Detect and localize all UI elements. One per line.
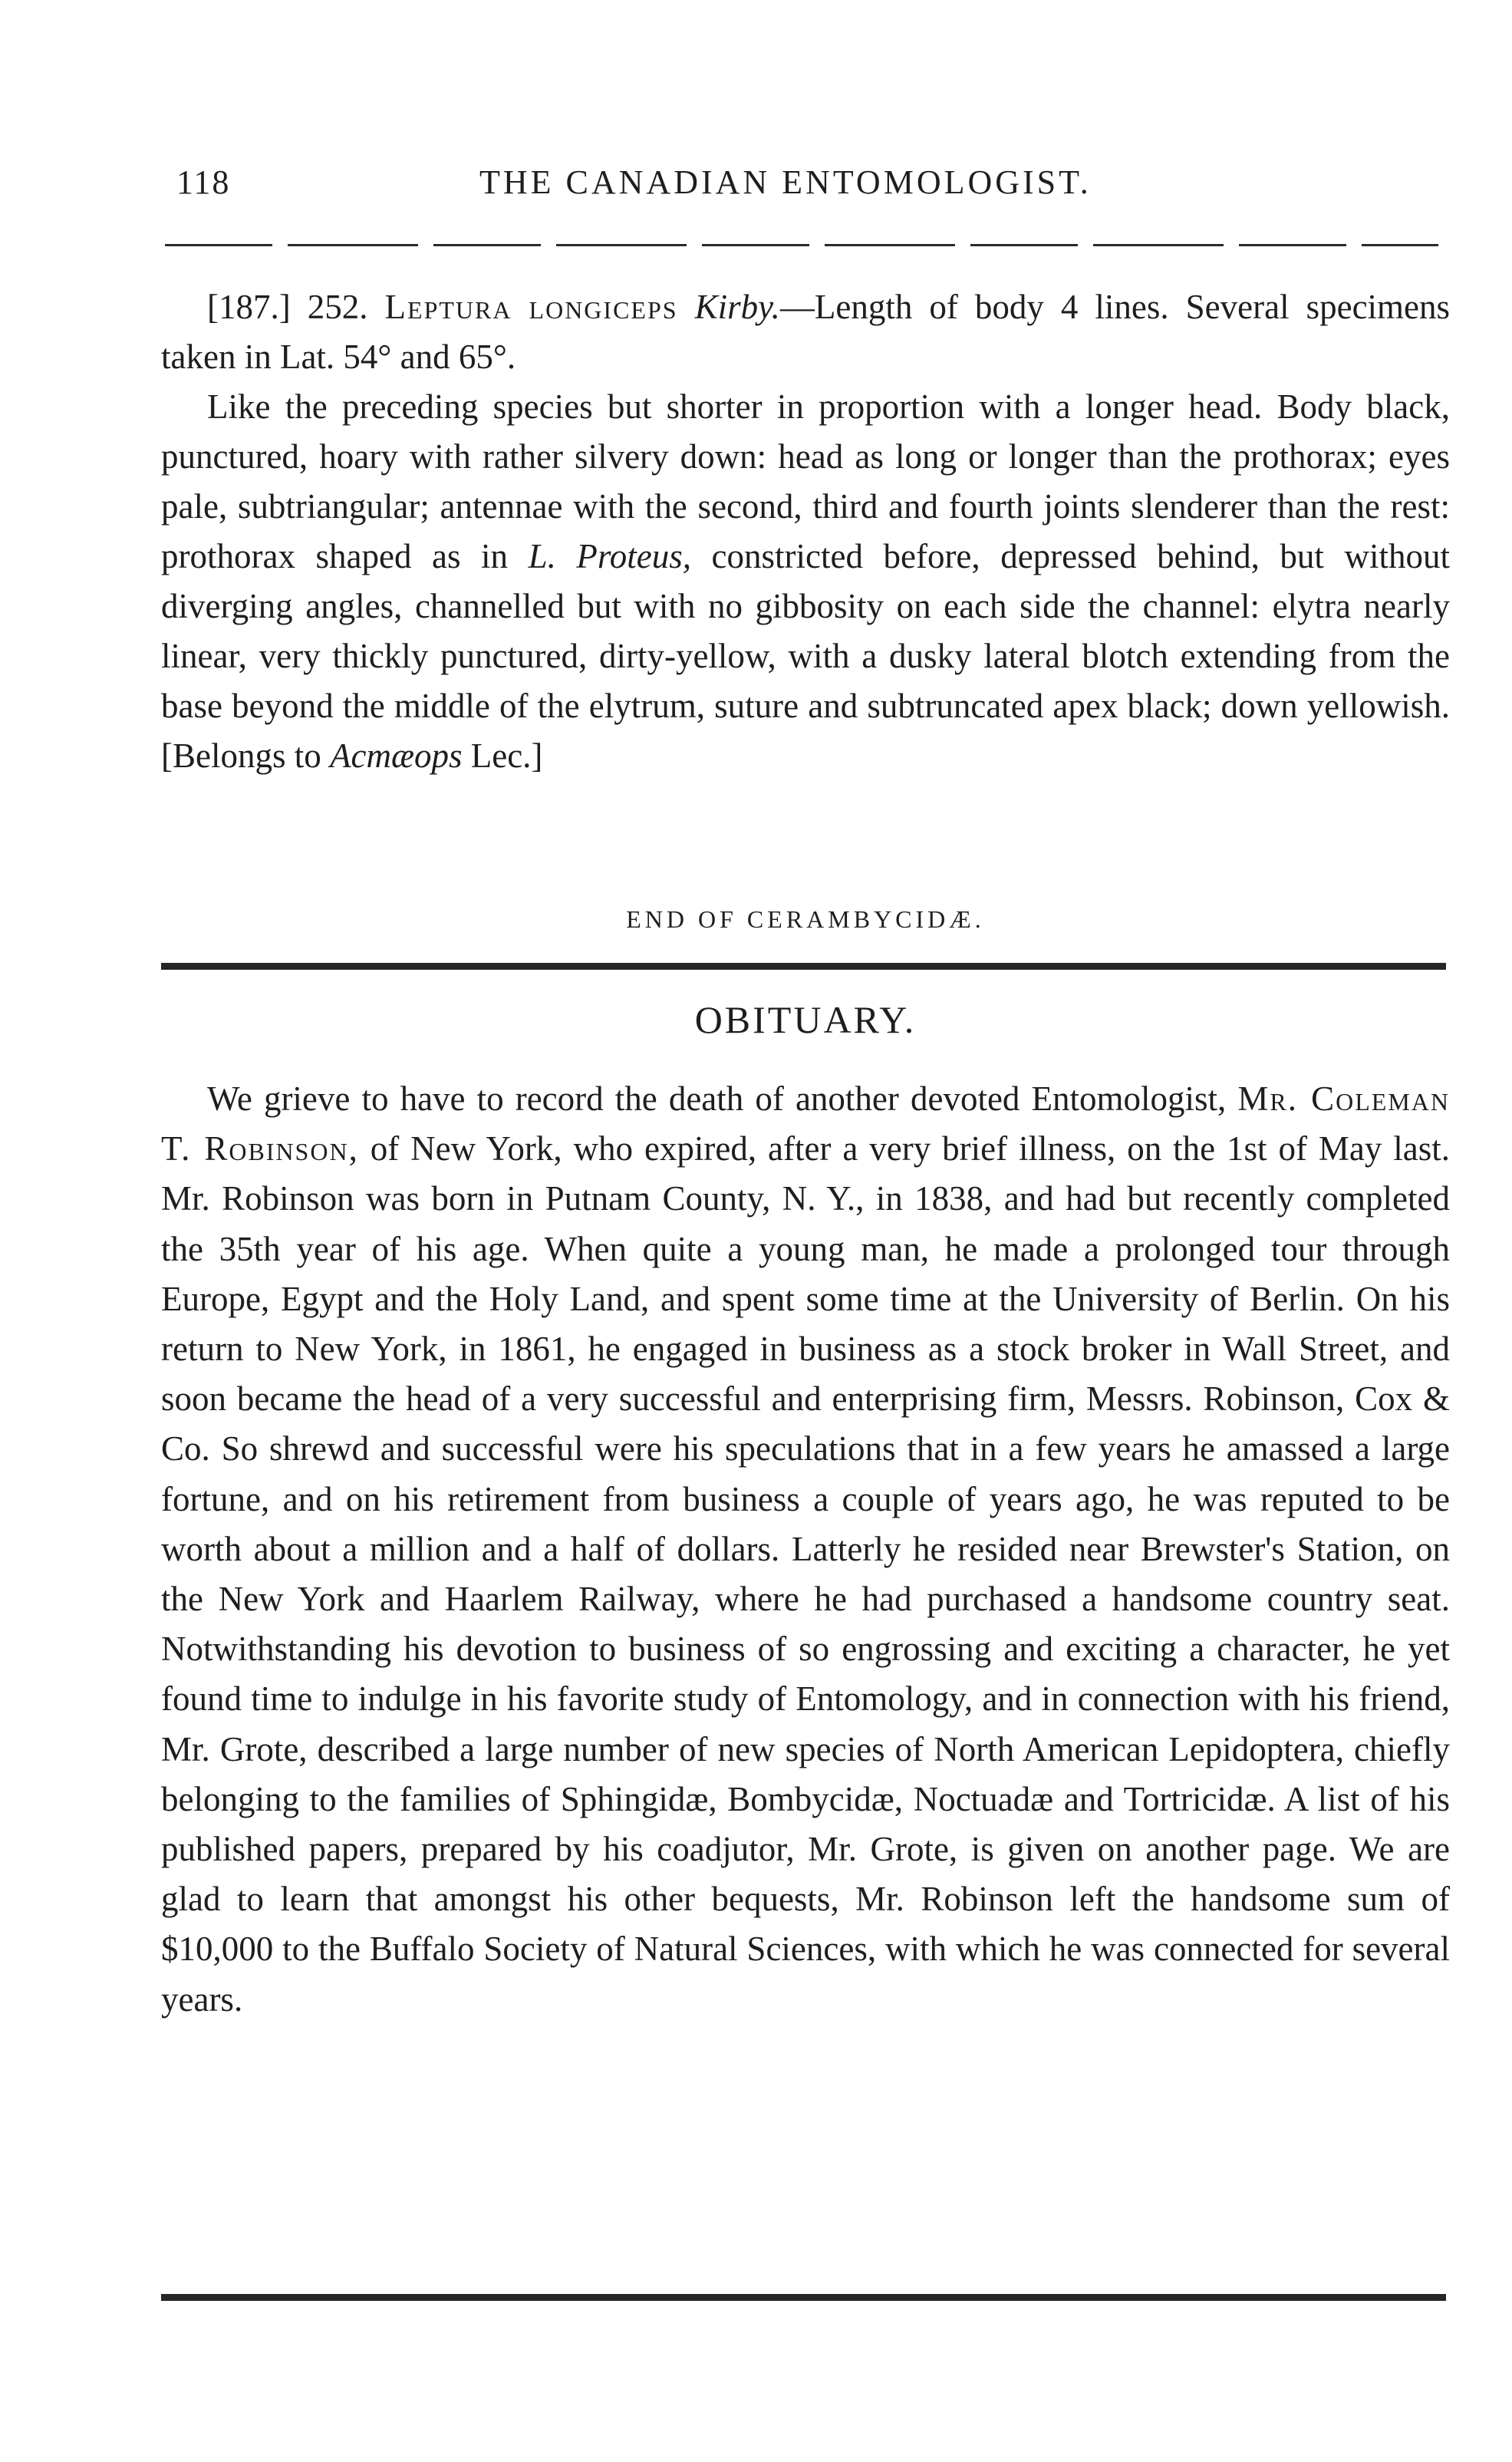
- end-of-section-label: END OF CERAMBYCIDÆ.: [626, 905, 985, 933]
- obituary-article: [161, 1074, 1450, 2025]
- section-divider-rule: [161, 963, 1446, 970]
- obituary-paragraph: [161, 1074, 1450, 2025]
- obituary-heading: OBITUARY.: [694, 998, 917, 1041]
- obituary-body-text: of New York, who expired, after a very brief illness, on the 1st of May last. Mr. Robinson was born in Putnam County, N. Y., in 1838, and had but recently completed the 35th year of his age. When quite a young man, he made a prolonged tour through Europe, Egypt and the Holy Land, and spent some time at the University of Berlin. On his return to New York, in 1861, he engaged in business as a stock broker in Wall Street, and soon became the head of a very successful and enterprising firm, Messrs. Robinson, Cox & Co. So shrewd and successful were his speculations that in a few years he amassed a large fortune, and on his retirement from business a couple of years ago, he was reputed to be worth about a million and a half of dollars. Latterly he resided near Brewster's Station, on the New York and Haarlem Railway, where he had purchased a handsome country seat. Notwithstanding his devotion to business of so engrossing and exciting a character, he yet found time to indulge in his favorite study of Entomology, and in connection with his friend, Mr. Grote, described a large number of new species of North American Lepidoptera, chiefly belonging to the families of Sphingidæ, Bombycidæ, Noctuadæ and Tortricidæ. A list of his published papers, prepared by his coadjutor, Mr. Grote, is given on another page. We are glad to learn that amongst his other bequests, Mr. Robinson left the handsome sum of $10,000 to the Buffalo Society of Natural Sciences, with which he was connected for several years.: [161, 1129, 1450, 2019]
- entry-compare-species: L. Proteus,: [528, 537, 691, 575]
- running-head: [157, 163, 1454, 209]
- entry-belongs-genus: Acmæops: [330, 737, 463, 775]
- species-entry: [161, 282, 1450, 781]
- entry-description-rest: constricted before, depressed behind, but without diverging angles, channelled but with no gibbosity on each side the channel: elytra nearly linear, very thickly punctured, dirty-yellow, with a dusky lateral blotch extending from the base beyond the middle of the elytrum, suture and subtruncated apex black; down yellowish. [Belongs to: [161, 537, 1450, 775]
- entry-species: longiceps: [529, 288, 678, 326]
- entry-head-rest: —Length of body 4 lines. Several specimens taken in Lat. 54° and 65°.: [161, 288, 1451, 376]
- obituary-intro: We grieve to have to record the death of another devoted Entomologist,: [207, 1079, 1227, 1118]
- entry-authority: Kirby.: [694, 288, 780, 326]
- entry-description-text: Like the preceding species but shorter in proportion with a longer head. Body black, punctured, hoary with rather silvery down: head as long or longer than the prothorax; eyes pale, subtriangular; antennae with the second, third and fourth joints slenderer than the rest: prothorax shaped as in: [161, 387, 1450, 575]
- entry-description: [161, 382, 1450, 781]
- entry-heading: [161, 282, 1450, 382]
- entry-species-number: 252.: [307, 288, 368, 326]
- obituary-name: Mr. Coleman T. Robinson,: [161, 1079, 1451, 1168]
- entry-belongs-authority: Lec.]: [470, 737, 543, 775]
- header-rule: [165, 244, 1438, 246]
- entry-genus: Leptura: [384, 288, 512, 326]
- closing-rule: [161, 2294, 1446, 2301]
- entry-ref-number: [187.]: [207, 288, 291, 326]
- page-number: 118: [176, 163, 231, 201]
- journal-title: THE CANADIAN ENTOMOLOGIST.: [479, 163, 1092, 201]
